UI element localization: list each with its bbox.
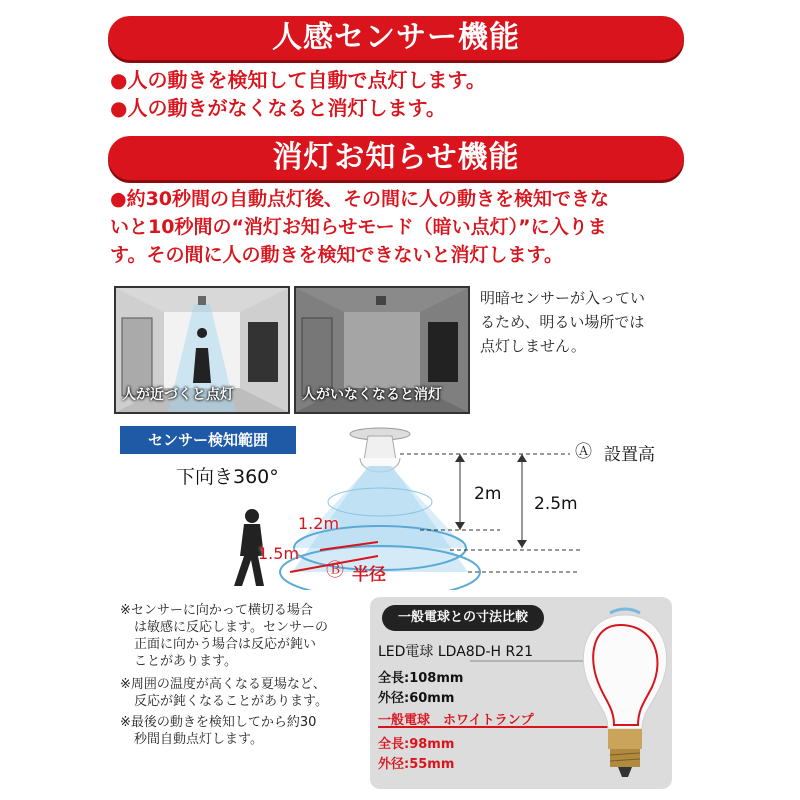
standard-diameter: 外径:55mm (378, 757, 455, 772)
height-label: 2.5m (534, 494, 578, 514)
note-line: ※センサーに向かって横切る場合 (120, 603, 313, 618)
section-title: 消灯お知らせ機能 (272, 140, 520, 175)
feature-line: いと10秒間の“消灯お知らせモード（暗い点灯）”に入りま (110, 216, 607, 238)
comparison-title: 一般電球との寸法比較 (382, 605, 544, 631)
sensor-direction: 下向き360° (176, 466, 279, 488)
note-line: ことがあります。 (134, 654, 237, 669)
bulb-icon (370, 597, 672, 789)
room-caption: 人が近づくと点灯 (122, 387, 234, 403)
product-model: LED電球 LDA8D-H R21 (378, 644, 534, 660)
section-banner-notice (108, 136, 684, 180)
feature-line: ●約30秒間の自動点灯後、その間に人の動きを検知できな (110, 188, 610, 210)
room-caption: 人がいなくなると消灯 (302, 387, 442, 403)
caution-note (120, 676, 328, 710)
install-height-label: 設置高 (604, 445, 655, 465)
radius-text: 半径 (352, 565, 386, 585)
note-line: るため、明るい場所では (480, 313, 645, 331)
caution-note (120, 714, 316, 748)
sensor-range-badge: センサー検知範囲 (120, 426, 296, 454)
note-line: 秒間自動点灯します。 (134, 732, 263, 747)
light-sensor-note (480, 286, 645, 358)
caution-note (120, 602, 328, 670)
note-line: 点灯しません。 (480, 337, 586, 355)
radius-label: 1.2m (298, 514, 340, 533)
radius-marker: Ⓑ (326, 560, 344, 581)
standard-bulb-label: 一般電球 ホワイトランプ (378, 713, 534, 728)
product-length: 全長:108mm (378, 671, 464, 686)
standard-length: 全長:98mm (378, 737, 455, 752)
note-line: は敏感に反応します。センサーの (134, 620, 328, 635)
room-dark-illustration (294, 286, 470, 414)
room-lit-illustration (114, 286, 290, 414)
feature-line: す。その間に人の動きを検知できないと消灯します。 (110, 244, 563, 266)
note-line: 明暗センサーが入ってい (480, 289, 646, 307)
radius-label: 1.5m (258, 544, 300, 563)
note-line: ※最後の動きを検知してから約30 (120, 715, 317, 730)
feature-line: ●人の動きがなくなると消灯します。 (110, 96, 446, 120)
size-comparison-panel (370, 597, 672, 789)
note-line: ※周囲の温度が高くなる夏場など、 (120, 677, 326, 692)
feature-line: ●人の動きを検知して自動で点灯します。 (110, 68, 486, 92)
section-title: 人感センサー機能 (272, 20, 520, 55)
product-diameter: 外径:60mm (378, 691, 455, 706)
height-label: 2m (474, 484, 502, 504)
section-banner-sensor (108, 16, 684, 60)
note-line: 反応が鈍くなることがあります。 (134, 694, 328, 709)
install-height-marker: Ⓐ (575, 442, 592, 462)
note-line: 正面に向かう場合は反応が鈍い (134, 637, 317, 652)
